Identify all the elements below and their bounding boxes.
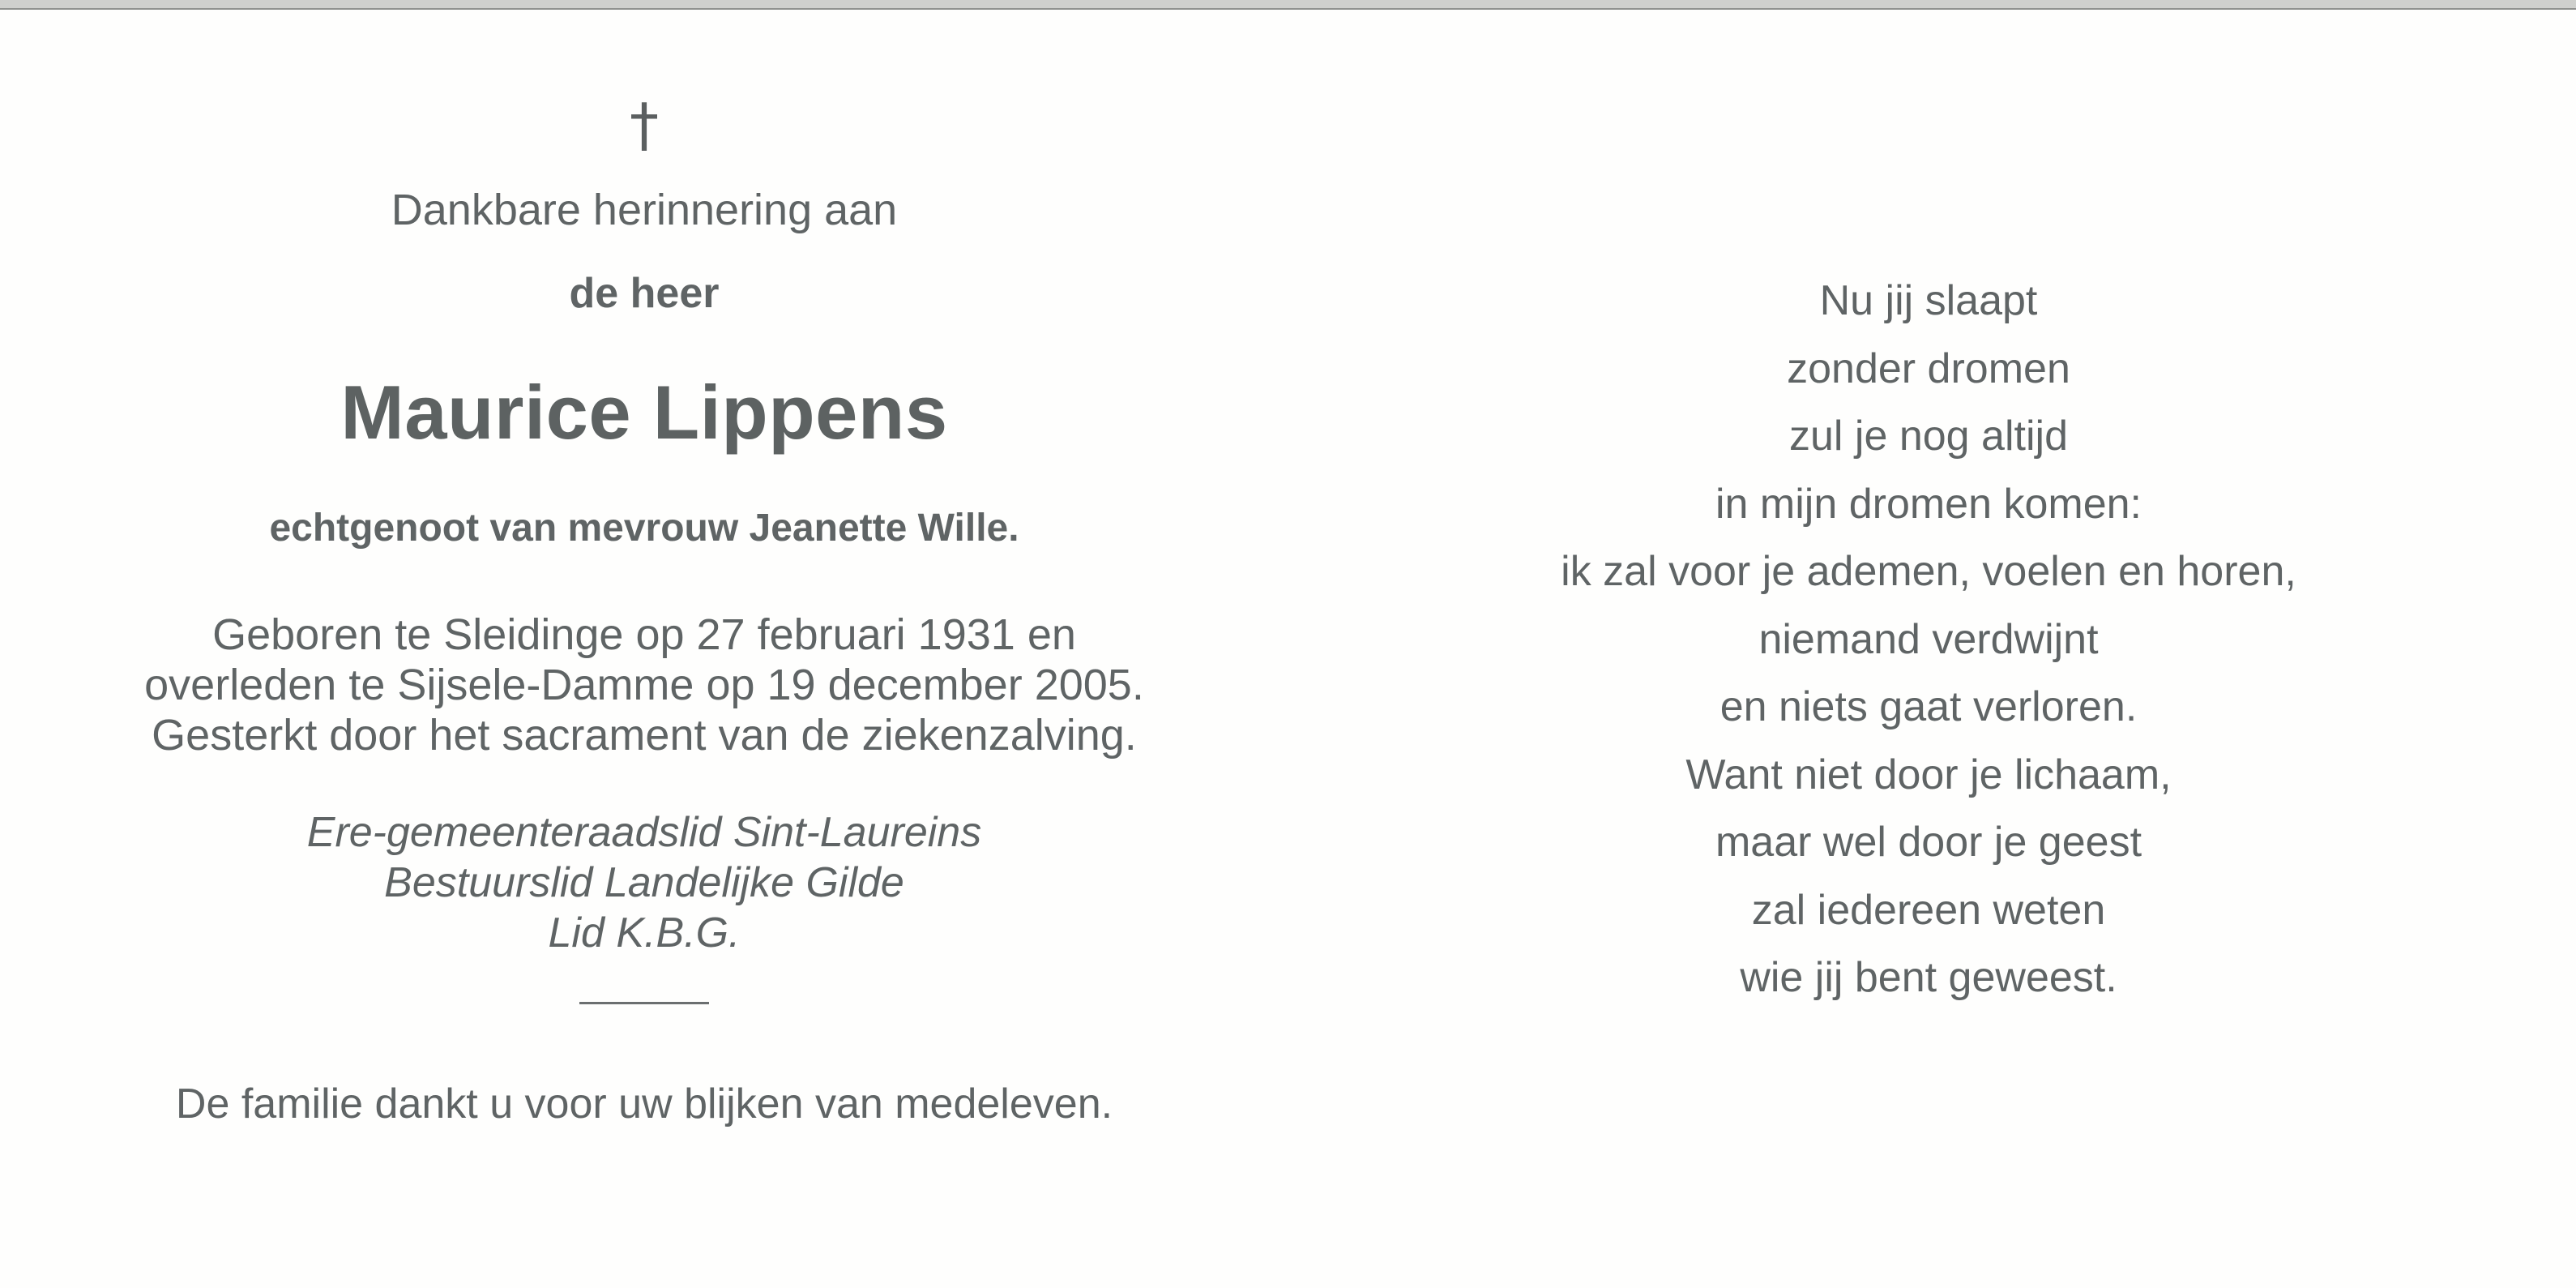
- cross-icon: †: [630, 91, 659, 159]
- title-line: Lid K.B.G.: [548, 909, 741, 956]
- spouse-line: echtgenoot van mevrouw Jeanette Wille.: [269, 507, 1019, 550]
- poem-line: maar wel door je geest: [1715, 819, 2142, 866]
- family-thanks: De familie dankt u voor uw blijken van medeleven.: [175, 1080, 1113, 1128]
- poem-line: zal iedereen weten: [1751, 886, 2106, 934]
- poem-line: en niets gaat verloren.: [1719, 683, 2138, 730]
- memorial-right-panel: [1442, 0, 2415, 1288]
- bio-line-sacrament: Gesterkt door het sacrament van de ziekenzalving.: [152, 711, 1137, 760]
- memorial-left-panel: [49, 0, 1240, 1288]
- poem-line: niemand verdwijnt: [1758, 615, 2099, 663]
- bio-line-birth: Geboren te Sleidinge op 27 februari 1931 en: [212, 610, 1076, 659]
- poem-line: Want niet door je lichaam,: [1685, 751, 2172, 798]
- honorific: de heer: [569, 270, 720, 317]
- intro-text: Dankbare herinnering aan: [391, 186, 898, 234]
- title-line: Bestuurslid Landelijke Gilde: [384, 859, 904, 906]
- section-divider: [579, 1002, 709, 1004]
- honorary-titles: [49, 807, 1240, 958]
- bio-line-death: overleden te Sijsele-Damme op 19 december 2005.: [144, 661, 1144, 709]
- poem-line: zul je nog altijd: [1789, 413, 2068, 460]
- poem-line: Nu jij slaapt: [1819, 277, 2038, 324]
- deceased-name: Maurice Lippens: [340, 370, 948, 455]
- poem-line: zonder dromen: [1787, 344, 2070, 392]
- biography: [49, 610, 1240, 760]
- poem-line: in mijn dromen komen:: [1715, 480, 2142, 528]
- poem-line: wie jij bent geweest.: [1740, 954, 2117, 1001]
- title-line: Ere-gemeenteraadslid Sint-Laureins: [306, 809, 982, 856]
- poem: [1442, 267, 2415, 1012]
- poem-line: ik zal voor je ademen, voelen en horen,: [1561, 548, 2296, 595]
